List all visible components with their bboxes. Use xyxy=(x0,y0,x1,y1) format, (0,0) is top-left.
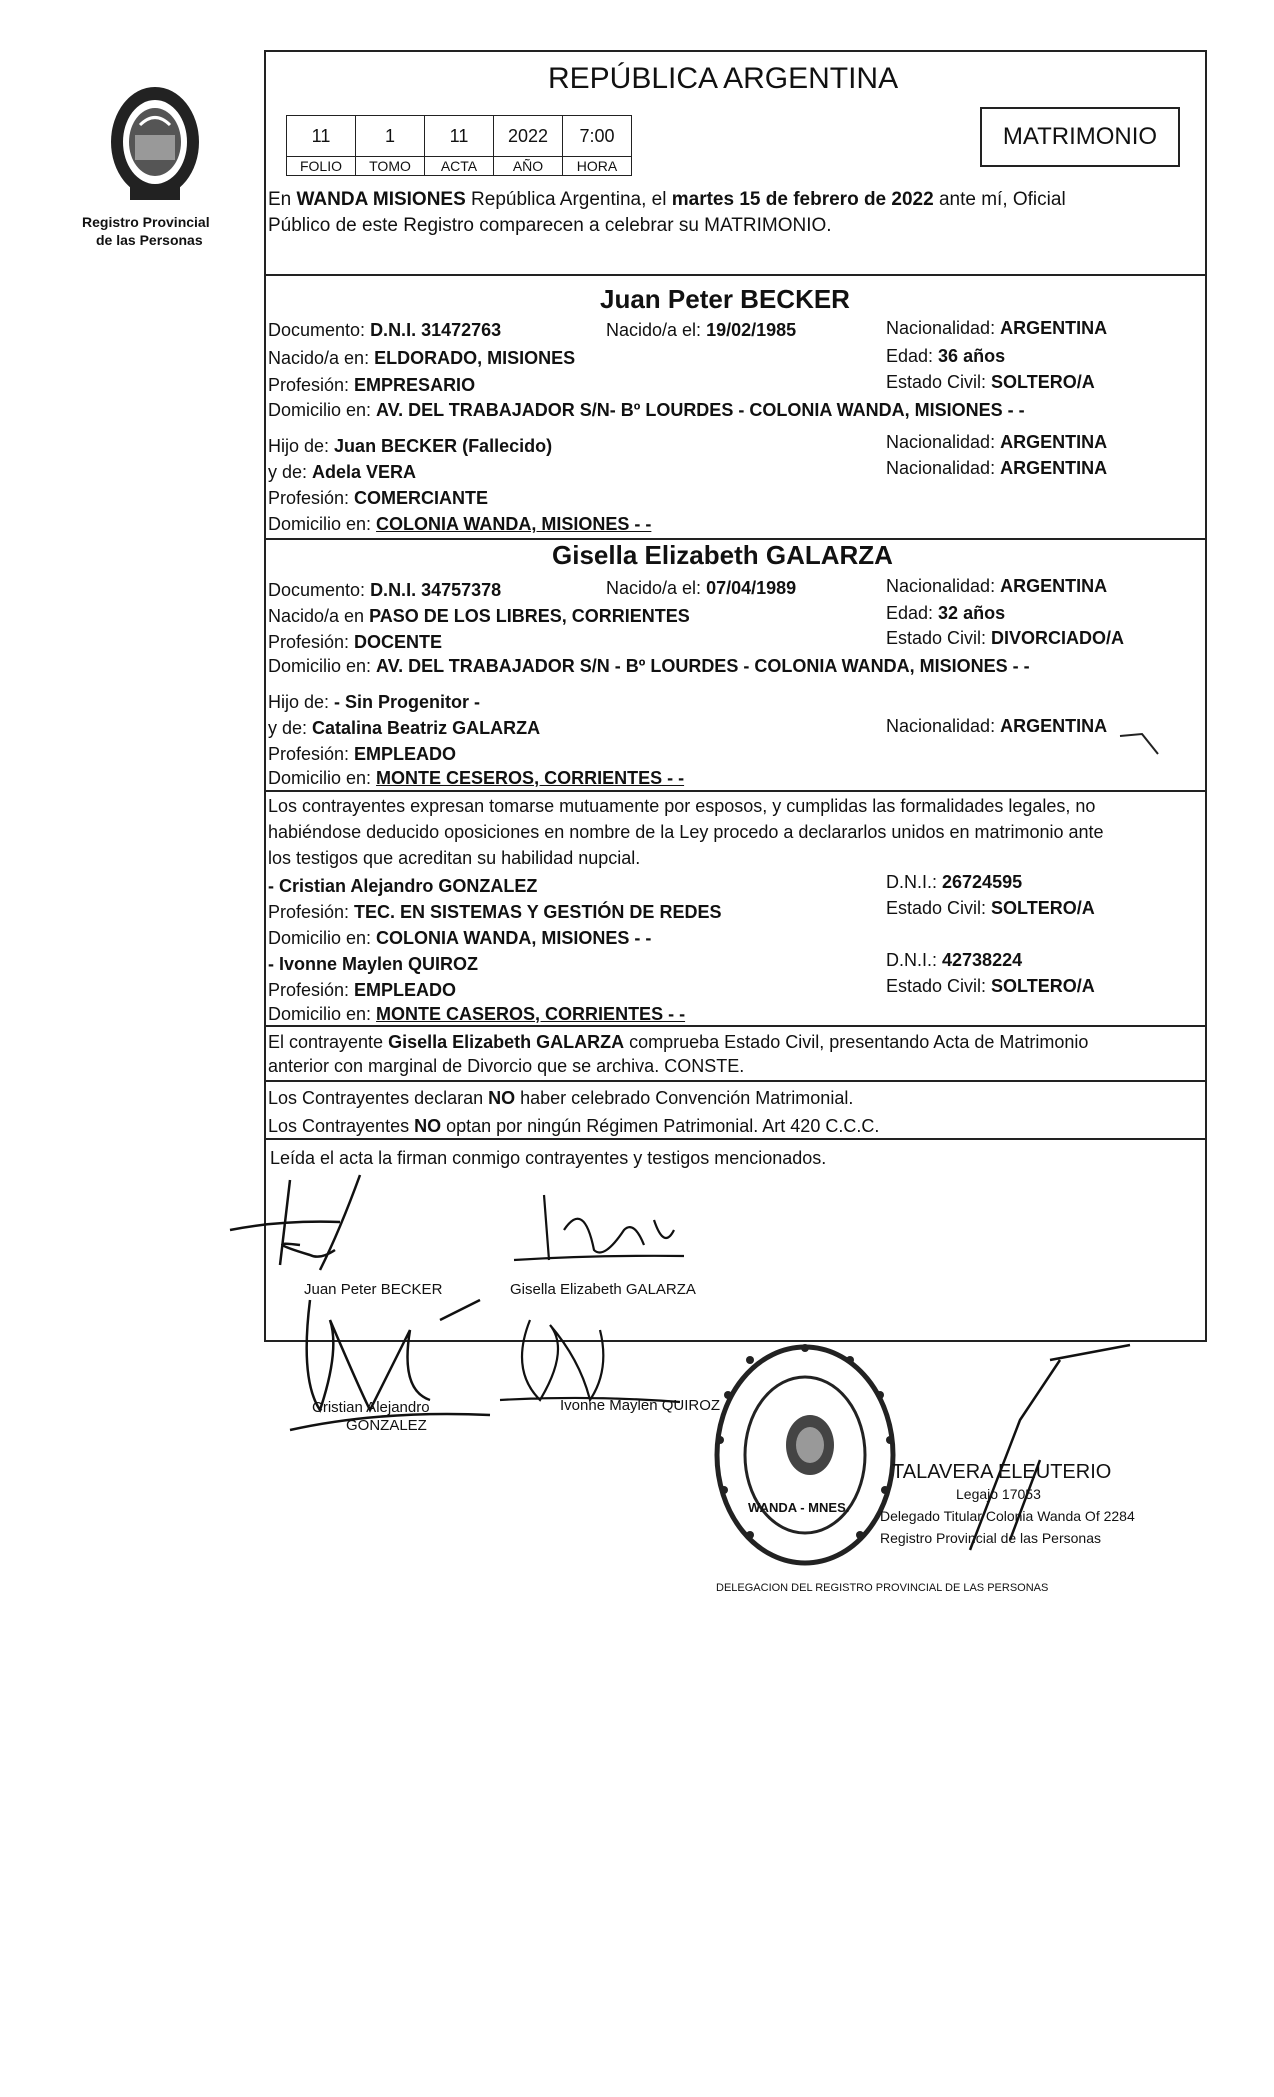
value: D.N.I. 31472763 xyxy=(370,320,502,340)
bride-father xyxy=(268,692,480,712)
declaration-line3: los testigos que acreditan su habilidad nupcial. xyxy=(268,848,641,868)
label: D.N.I.: xyxy=(886,872,943,892)
value: 19/02/1985 xyxy=(706,320,797,340)
value: 36 años xyxy=(938,346,1006,366)
label: Nacionalidad: xyxy=(886,716,1001,736)
regime-no: NO xyxy=(488,1088,516,1108)
bride-mother xyxy=(268,718,540,738)
label: Nacionalidad: xyxy=(886,576,1001,596)
witness2-dni xyxy=(886,950,1022,970)
value: DIVORCIADO/A xyxy=(991,628,1125,648)
registry-name-line1: Registro Provincial xyxy=(82,214,210,230)
intro-date: martes 15 de febrero de 2022 xyxy=(671,189,934,210)
label: Edad: xyxy=(886,603,939,623)
note-name: Gisella Elizabeth GALARZA xyxy=(388,1032,625,1052)
label: Nacionalidad: xyxy=(886,458,1001,478)
value: ARGENTINA xyxy=(1000,432,1108,452)
divider xyxy=(264,790,1207,792)
value: SOLTERO/A xyxy=(991,372,1095,392)
folio-label: FOLIO xyxy=(287,157,356,176)
value: TEC. EN SISTEMAS Y GESTIÓN DE REDES xyxy=(354,902,722,922)
witness1-prof xyxy=(268,902,721,922)
value: COLONIA WANDA, MISIONES - - xyxy=(376,514,652,534)
label: Profesión: xyxy=(268,980,355,1000)
label: Nacido/a en: xyxy=(268,348,375,368)
official-signature xyxy=(900,1340,1140,1560)
label: Domicilio en: xyxy=(268,768,377,788)
groom-nat xyxy=(886,318,1107,338)
label: Nacido/a el: xyxy=(606,578,707,598)
groom-name: Juan Peter BECKER xyxy=(600,284,850,314)
label: Nacido/a el: xyxy=(606,320,707,340)
value: EMPLEADO xyxy=(354,980,457,1000)
witness2-civil xyxy=(886,976,1095,996)
bride-age xyxy=(886,603,1005,623)
bride-prof xyxy=(268,632,442,652)
note-line2: anterior con marginal de Divorcio que se archiva. CONSTE. xyxy=(268,1056,745,1076)
value: 26724595 xyxy=(942,872,1023,892)
value: 42738224 xyxy=(942,950,1023,970)
note-line1 xyxy=(268,1032,1088,1052)
note-text: El contrayente xyxy=(268,1032,389,1052)
value: AV. DEL TRABAJADOR S/N- Bº LOURDES - COLONIA WANDA, MISIONES - - xyxy=(376,400,1025,420)
witness1-dni xyxy=(886,872,1022,892)
groom-birthplace xyxy=(268,348,575,368)
label: Domicilio en: xyxy=(268,656,377,676)
label: Edad: xyxy=(886,346,939,366)
value: DOCENTE xyxy=(354,632,443,652)
value: PASO DE LOS LIBRES, CORRIENTES xyxy=(369,606,690,626)
groom-civil xyxy=(886,372,1095,392)
regime-text: haber celebrado Convención Matrimonial. xyxy=(515,1088,854,1108)
label: y de: xyxy=(268,718,313,738)
groom-father-nat xyxy=(886,432,1107,452)
witness2-prof xyxy=(268,980,456,1000)
intro-text: ante mí, Oficial xyxy=(933,189,1066,210)
bride-signature xyxy=(484,1190,704,1280)
regime-text: Los Contrayentes xyxy=(268,1116,415,1136)
declaration-line2: habiéndose deducido oposiciones en nombre de la Ley procedo a declararlos unidos en matrimonio ante xyxy=(268,822,1104,842)
value: SOLTERO/A xyxy=(991,898,1095,918)
label: Hijo de: xyxy=(268,692,335,712)
value: EMPLEADO xyxy=(354,744,457,764)
witness2-address xyxy=(268,1004,685,1024)
declaration-line1: Los contrayentes expresan tomarse mutuamente por esposos, y cumplidas las formalidades legales, no xyxy=(268,796,1096,816)
bride-parent-prof xyxy=(268,744,456,764)
stamp-inner-text: WANDA - MNES. xyxy=(748,1500,850,1515)
intro-text: República Argentina, el xyxy=(465,189,672,210)
bride-parent-address xyxy=(268,768,684,788)
witness2-signature-label: Ivonne Maylen QUIROZ xyxy=(560,1397,721,1414)
label: Profesión: xyxy=(268,632,355,652)
witness1-name: - Cristian Alejandro GONZALEZ xyxy=(268,876,538,896)
label: Profesión: xyxy=(268,902,355,922)
value: 32 años xyxy=(938,603,1006,623)
value: ARGENTINA xyxy=(1000,458,1108,478)
value: EMPRESARIO xyxy=(354,375,476,395)
bride-doc xyxy=(268,580,501,600)
divider xyxy=(264,1025,1207,1027)
bride-mother-nat xyxy=(886,716,1107,736)
value: ELDORADO, MISIONES xyxy=(374,348,576,368)
groom-parent-prof xyxy=(268,488,488,508)
witness1-signature-label1: Cristian Alejandro xyxy=(312,1399,430,1416)
note-text: comprueba Estado Civil, presentando Acta de Matrimonio xyxy=(624,1032,1089,1052)
label: Estado Civil: xyxy=(886,372,992,392)
divider xyxy=(264,1138,1207,1140)
label: Nacionalidad: xyxy=(886,432,1001,452)
groom-mother xyxy=(268,462,416,482)
label: Profesión: xyxy=(268,744,355,764)
value: ARGENTINA xyxy=(1000,716,1108,736)
value: COLONIA WANDA, MISIONES - - xyxy=(376,928,652,948)
stamp-ring-text: DELEGACION DEL REGISTRO PROVINCIAL DE LAS PERSONAS xyxy=(716,1582,1049,1594)
label: Profesión: xyxy=(268,375,355,395)
intro-line2: Público de este Registro comparecen a celebrar su MATRIMONIO. xyxy=(268,215,832,236)
official-registry: Registro Provincial de las Personas xyxy=(880,1530,1101,1546)
groom-signature-label: Juan Peter BECKER xyxy=(304,1281,443,1298)
groom-mother-nat xyxy=(886,458,1107,478)
regime-line2 xyxy=(268,1116,879,1136)
official-legajo: Legajo 17053 xyxy=(956,1486,1041,1502)
country-title: REPÚBLICA ARGENTINA xyxy=(548,62,899,95)
regime-no: NO xyxy=(414,1116,442,1136)
acta-label: ACTA xyxy=(425,157,494,176)
label: Estado Civil: xyxy=(886,976,992,996)
registry-name-line2: de las Personas xyxy=(96,232,203,248)
witness1-signature-label2: GONZALEZ xyxy=(346,1417,427,1434)
pen-mark xyxy=(1118,730,1162,760)
label: Estado Civil: xyxy=(886,898,992,918)
official-role: Delegado Titular Colonia Wanda Of 2284 xyxy=(880,1508,1135,1524)
bride-name: Gisella Elizabeth GALARZA xyxy=(552,540,893,570)
closing-text: Leída el acta la firman conmigo contrayentes y testigos mencionados. xyxy=(270,1148,827,1168)
value: - Sin Progenitor - xyxy=(334,692,481,712)
witness1-civil xyxy=(886,898,1095,918)
bride-address xyxy=(268,656,1030,676)
label: Documento: xyxy=(268,320,371,340)
value: AV. DEL TRABAJADOR S/N - Bº LOURDES - COLONIA WANDA, MISIONES - - xyxy=(376,656,1030,676)
witness2-name: - Ivonne Maylen QUIROZ xyxy=(268,954,479,974)
folio-value: 11 xyxy=(287,116,356,157)
label: Profesión: xyxy=(268,488,355,508)
registry-logo xyxy=(100,80,210,210)
ano-label: AÑO xyxy=(494,157,563,176)
value: Juan BECKER (Fallecido) xyxy=(334,436,553,456)
label: Estado Civil: xyxy=(886,628,992,648)
label: Domicilio en: xyxy=(268,928,377,948)
registry-seal-stamp xyxy=(710,1340,900,1570)
regime-text: optan por ningún Régimen Patrimonial. Art 420 C.C.C. xyxy=(441,1116,880,1136)
bride-civil xyxy=(886,628,1124,648)
label: Documento: xyxy=(268,580,371,600)
value: MONTE CESEROS, CORRIENTES - - xyxy=(376,768,685,788)
value: ARGENTINA xyxy=(1000,576,1108,596)
value: Catalina Beatriz GALARZA xyxy=(312,718,541,738)
value: Adela VERA xyxy=(312,462,417,482)
label: Domicilio en: xyxy=(268,1004,377,1024)
bride-born xyxy=(606,578,796,598)
label: Nacionalidad: xyxy=(886,318,1001,338)
value: MONTE CASEROS, CORRIENTES - - xyxy=(376,1004,686,1024)
value: COMERCIANTE xyxy=(354,488,489,508)
regime-line1 xyxy=(268,1088,853,1108)
doc-type-box: MATRIMONIO xyxy=(980,107,1180,167)
label: Domicilio en: xyxy=(268,514,377,534)
witness1-address xyxy=(268,928,651,948)
record-table xyxy=(286,115,632,176)
value: D.N.I. 34757378 xyxy=(370,580,502,600)
divider xyxy=(264,274,1207,276)
groom-parent-address xyxy=(268,514,651,534)
bride-nat xyxy=(886,576,1107,596)
label: y de: xyxy=(268,462,313,482)
acta-value: 11 xyxy=(425,116,494,157)
hora-label: HORA xyxy=(563,157,632,176)
value: 07/04/1989 xyxy=(706,578,797,598)
label: Domicilio en: xyxy=(268,400,377,420)
groom-signature xyxy=(220,1170,460,1280)
label: Nacido/a en xyxy=(268,606,370,626)
divider xyxy=(264,1080,1207,1082)
intro-place: WANDA MISIONES xyxy=(296,189,466,210)
bride-birthplace xyxy=(268,606,690,626)
bride-signature-label: Gisella Elizabeth GALARZA xyxy=(510,1281,696,1298)
regime-text: Los Contrayentes declaran xyxy=(268,1088,489,1108)
hora-value: 7:00 xyxy=(563,116,632,157)
groom-doc xyxy=(268,320,501,340)
label: Hijo de: xyxy=(268,436,335,456)
official-name: TALAVERA ELEUTERIO xyxy=(892,1461,1112,1483)
tomo-label: TOMO xyxy=(356,157,425,176)
groom-father xyxy=(268,436,552,456)
tomo-value: 1 xyxy=(356,116,425,157)
intro-line1 xyxy=(268,190,1066,210)
intro-text: En xyxy=(268,189,297,210)
groom-address xyxy=(268,400,1025,420)
value: SOLTERO/A xyxy=(991,976,1095,996)
groom-age xyxy=(886,346,1005,366)
label: D.N.I.: xyxy=(886,950,943,970)
value: ARGENTINA xyxy=(1000,318,1108,338)
ano-value: 2022 xyxy=(494,116,563,157)
groom-born xyxy=(606,320,796,340)
groom-prof xyxy=(268,375,475,395)
